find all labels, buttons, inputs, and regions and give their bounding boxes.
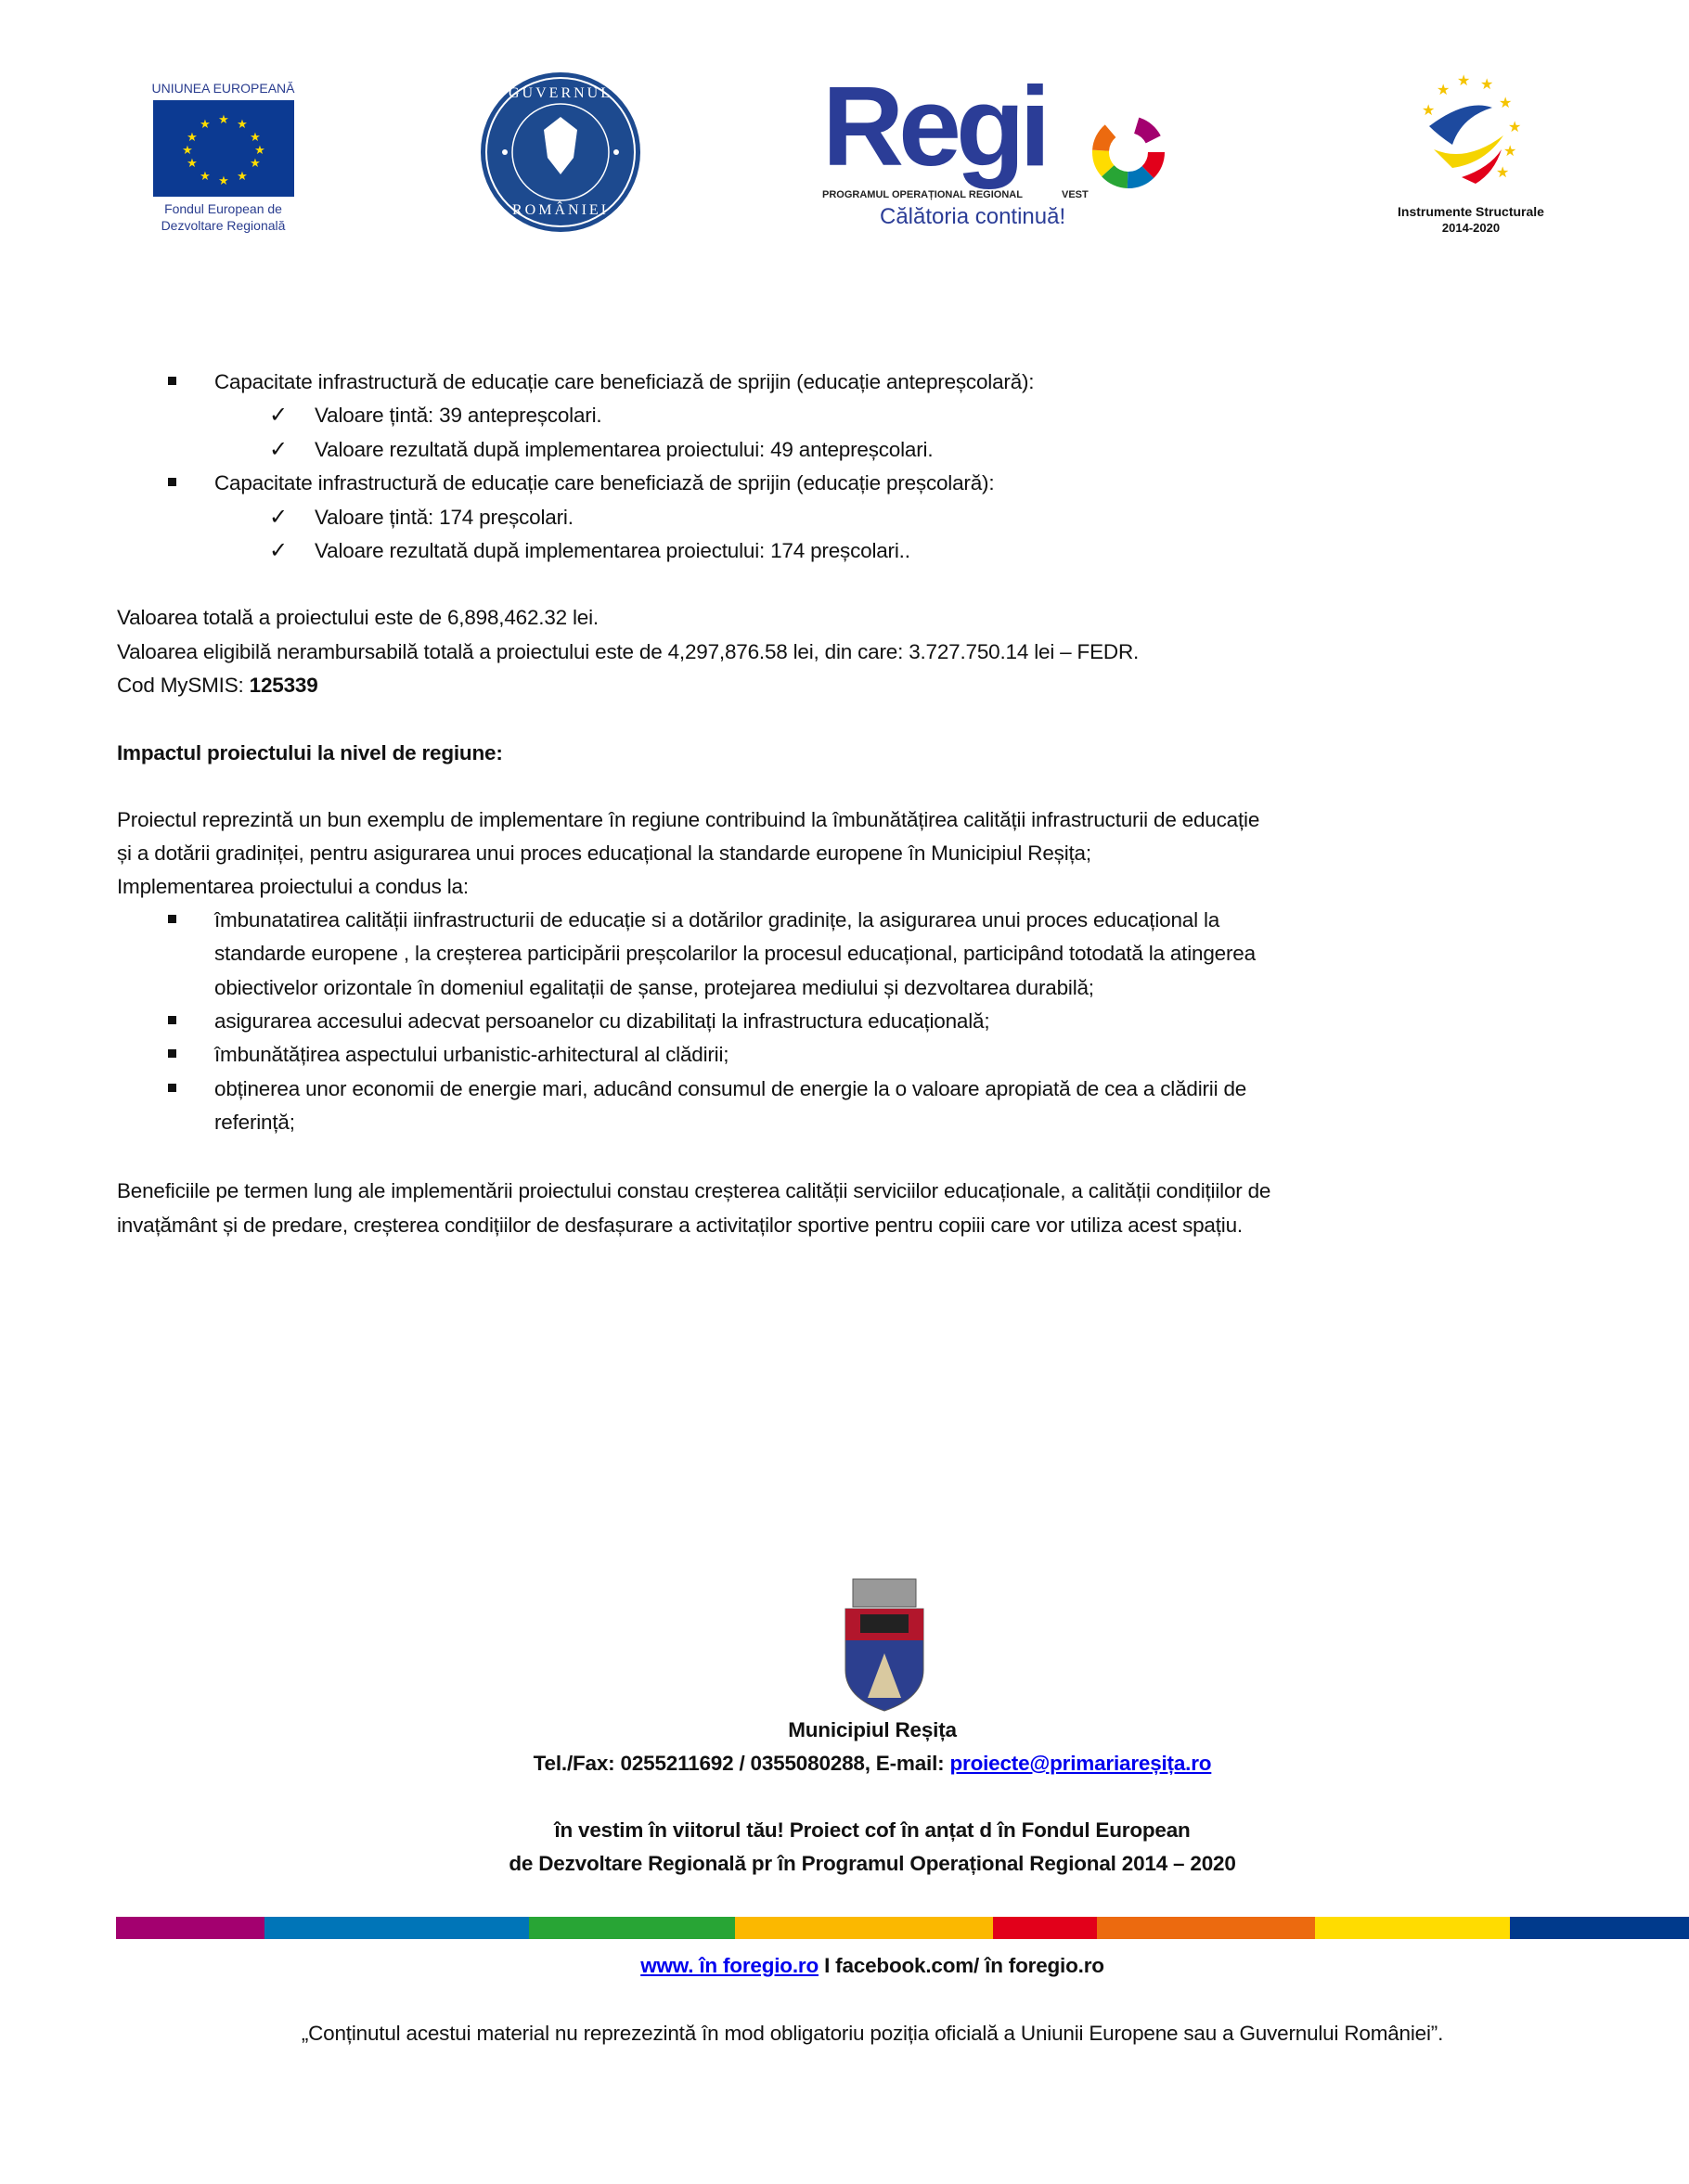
impact-bullet-4: obținerea unor economii de energie mari, aducând consumul de energie la o valoare apropiată de cea a clădirii de [214, 1077, 1247, 1100]
impact-bullet-1: îmbunatatirea calității iinfrastructurii de educație si a dotărilor gradinițe, la asigurarea unui proces educațional la [214, 908, 1220, 931]
checkmark-icon: ✓ [269, 437, 289, 462]
disclaimer: „Conținutul acestui material nu reprezezintă în mod obligatoriu poziția oficială a Uniunii Europene sau a Guvernului României”. [301, 2022, 1444, 2045]
eligible-value: Valoarea eligibilă nerambursabilă totală a proiectului este de 4,297,876.58 lei, din care: 3.727.750.14 lei – FEDR. [117, 640, 1140, 663]
eu-logo-bottom2: Dezvoltare Regională [161, 218, 286, 233]
stripe-segment [264, 1917, 529, 1939]
eu-logo-bottom1: Fondul European de [164, 201, 282, 216]
stripe-segment [1097, 1917, 1315, 1939]
svg-text:★: ★ [1422, 103, 1436, 119]
bullet-icon [168, 1049, 176, 1058]
benefits-line: invațământ și de predare, creșterea condițiilor de desfașurare a activitaților sportive pentru copiii care vor utiliza acest spațiu. [117, 1214, 1243, 1237]
indicator-1: Capacitate infrastructură de educație care beneficiază de sprijin (educație antepreșcolară): [214, 370, 1035, 393]
svg-text:★: ★ [199, 169, 211, 183]
bullet-icon [168, 1084, 176, 1092]
mysmis-value: 125339 [249, 674, 318, 697]
stripe-segment [1315, 1917, 1510, 1939]
total-value: Valoarea totală a proiectului este de 6,898,462.32 lei. [117, 606, 599, 629]
impact-bullet-4: referință; [214, 1111, 295, 1134]
impact-bullet-2: asigurarea accesului adecvat persoanelor cu dizabilitați la infrastructura educațională; [214, 1009, 990, 1033]
website-link[interactable]: www. în foregio.ro [640, 1954, 819, 1977]
checkmark-icon: ✓ [269, 538, 289, 563]
impact-bullet-3: îmbunătățirea aspectului urbanistic-arhitectural al clădirii; [214, 1043, 729, 1066]
email-link[interactable]: proiecte@primariareșița.ro [949, 1752, 1212, 1775]
web-links [0, 1949, 1689, 1983]
svg-text:★: ★ [217, 112, 229, 126]
svg-text:★: ★ [1503, 144, 1517, 160]
indicator-2-target: Valoare țintă: 174 preșcolari. [315, 506, 574, 529]
stripe-segment [116, 1917, 264, 1939]
stripe-segment [529, 1917, 735, 1939]
municipality-name: Municipiul Reșița [788, 1718, 957, 1741]
impact-heading: Impactul proiectului la nivel de regiune: [117, 741, 503, 764]
contact-line [0, 1747, 1689, 1780]
regio-color-wheel-icon [1091, 115, 1166, 189]
svg-text:★: ★ [217, 173, 229, 187]
svg-text:★: ★ [1508, 120, 1522, 135]
impact-para-line: și a dotării gradiniței, pentru asigurarea unui proces educațional la standarde europene în Municipiul Reșița; [117, 841, 1091, 865]
regio-region: VEST [1062, 189, 1089, 200]
bullet-icon [168, 915, 176, 923]
regio-slogan: Călătoria continuă! [880, 204, 1066, 229]
facebook-text: I facebook.com/ în foregio.ro [819, 1954, 1104, 1977]
bullet-icon [168, 1016, 176, 1024]
stripe-segment [735, 1917, 993, 1939]
checkmark-icon: ✓ [269, 505, 289, 530]
resita-coat-of-arms-icon [840, 1577, 929, 1713]
benefits-line: Beneficiile pe termen lung ale implementării proiectului constau creșterea calității serviciilor educaționale, a calității condițiilor de [117, 1179, 1271, 1202]
bullet-icon [168, 377, 176, 385]
indicator-1-target: Valoare țintă: 39 antepreșcolari. [315, 404, 602, 427]
bullet-icon [168, 478, 176, 486]
svg-text:★: ★ [186, 130, 198, 144]
svg-text:★: ★ [199, 117, 211, 131]
government-seal-bottom: ROMÂNIEI [512, 202, 609, 218]
impact-para-line: Implementarea proiectului a condus la: [117, 875, 469, 898]
government-seal-top: GUVERNUL [509, 85, 612, 101]
indicator-2: Capacitate infrastructură de educație care beneficiază de sprijin (educație preșcolară): [214, 471, 995, 495]
indicator-2-result: Valoare rezultată după implementarea proiectului: 174 preșcolari.. [315, 539, 910, 562]
instrumente-structurale-icon [1411, 71, 1531, 191]
stripe-segment [1510, 1917, 1689, 1939]
svg-text:★: ★ [236, 117, 248, 131]
svg-text:★: ★ [1499, 96, 1513, 111]
slogan-line-1: în vestim în viitorul tău! Proiect cof în anțat d în Fondul European [554, 1818, 1191, 1842]
contact-text: Tel./Fax: 0255211692 / 0355080288, E-mail: [533, 1752, 950, 1775]
government-seal [479, 71, 642, 234]
svg-text:★: ★ [1496, 165, 1510, 181]
svg-text:★: ★ [253, 143, 265, 157]
checkmark-icon: ✓ [269, 403, 289, 428]
regio-program: PROGRAMUL OPERAȚIONAL REGIONAL [822, 189, 1023, 200]
instrumente-structurale-logo [1373, 71, 1568, 238]
impact-bullet-1: obiectivelor orizontale în domeniul egalitații de șanse, protejarea mediului și dezvoltarea durabilă; [214, 976, 1094, 999]
eu-logo-top: UNIUNEA EUROPEANĂ [151, 81, 295, 96]
regio-logo [822, 63, 1175, 235]
stripe-segment [993, 1917, 1097, 1939]
slogan-line-2: de Dezvoltare Regională pr în Programul Operațional Regional 2014 – 2020 [509, 1852, 1236, 1875]
eu-flag-icon [153, 100, 294, 197]
svg-text:★: ★ [236, 169, 248, 183]
instrumente-structurale-line1: Instrumente Structurale [1398, 204, 1544, 219]
svg-text:★: ★ [1457, 73, 1471, 89]
svg-text:★: ★ [249, 156, 261, 170]
svg-text:★: ★ [181, 143, 193, 157]
svg-text:★: ★ [1480, 77, 1494, 93]
color-stripe [116, 1917, 1689, 1939]
svg-text:★: ★ [1437, 83, 1450, 98]
mysmis-label: Cod MySMIS: [117, 674, 250, 697]
svg-text:★: ★ [249, 130, 261, 144]
impact-bullet-1: standarde europene , la creșterea participării preșcolarilor la procesul educațional, participând totodată la atingerea [214, 942, 1256, 965]
eu-logo [147, 80, 300, 234]
mysmis-code [117, 669, 318, 702]
indicator-1-result: Valoare rezultată după implementarea proiectului: 49 antepreșcolari. [315, 438, 934, 461]
instrumente-structurale-line2: 2014-2020 [1441, 221, 1501, 235]
impact-para-line: Proiectul reprezintă un bun exemplu de implementare în regiune contribuind la îmbunătățirea calității infrastructurii de educație [117, 808, 1260, 831]
regio-wordmark: Regi [822, 63, 1046, 189]
svg-text:★: ★ [186, 156, 198, 170]
